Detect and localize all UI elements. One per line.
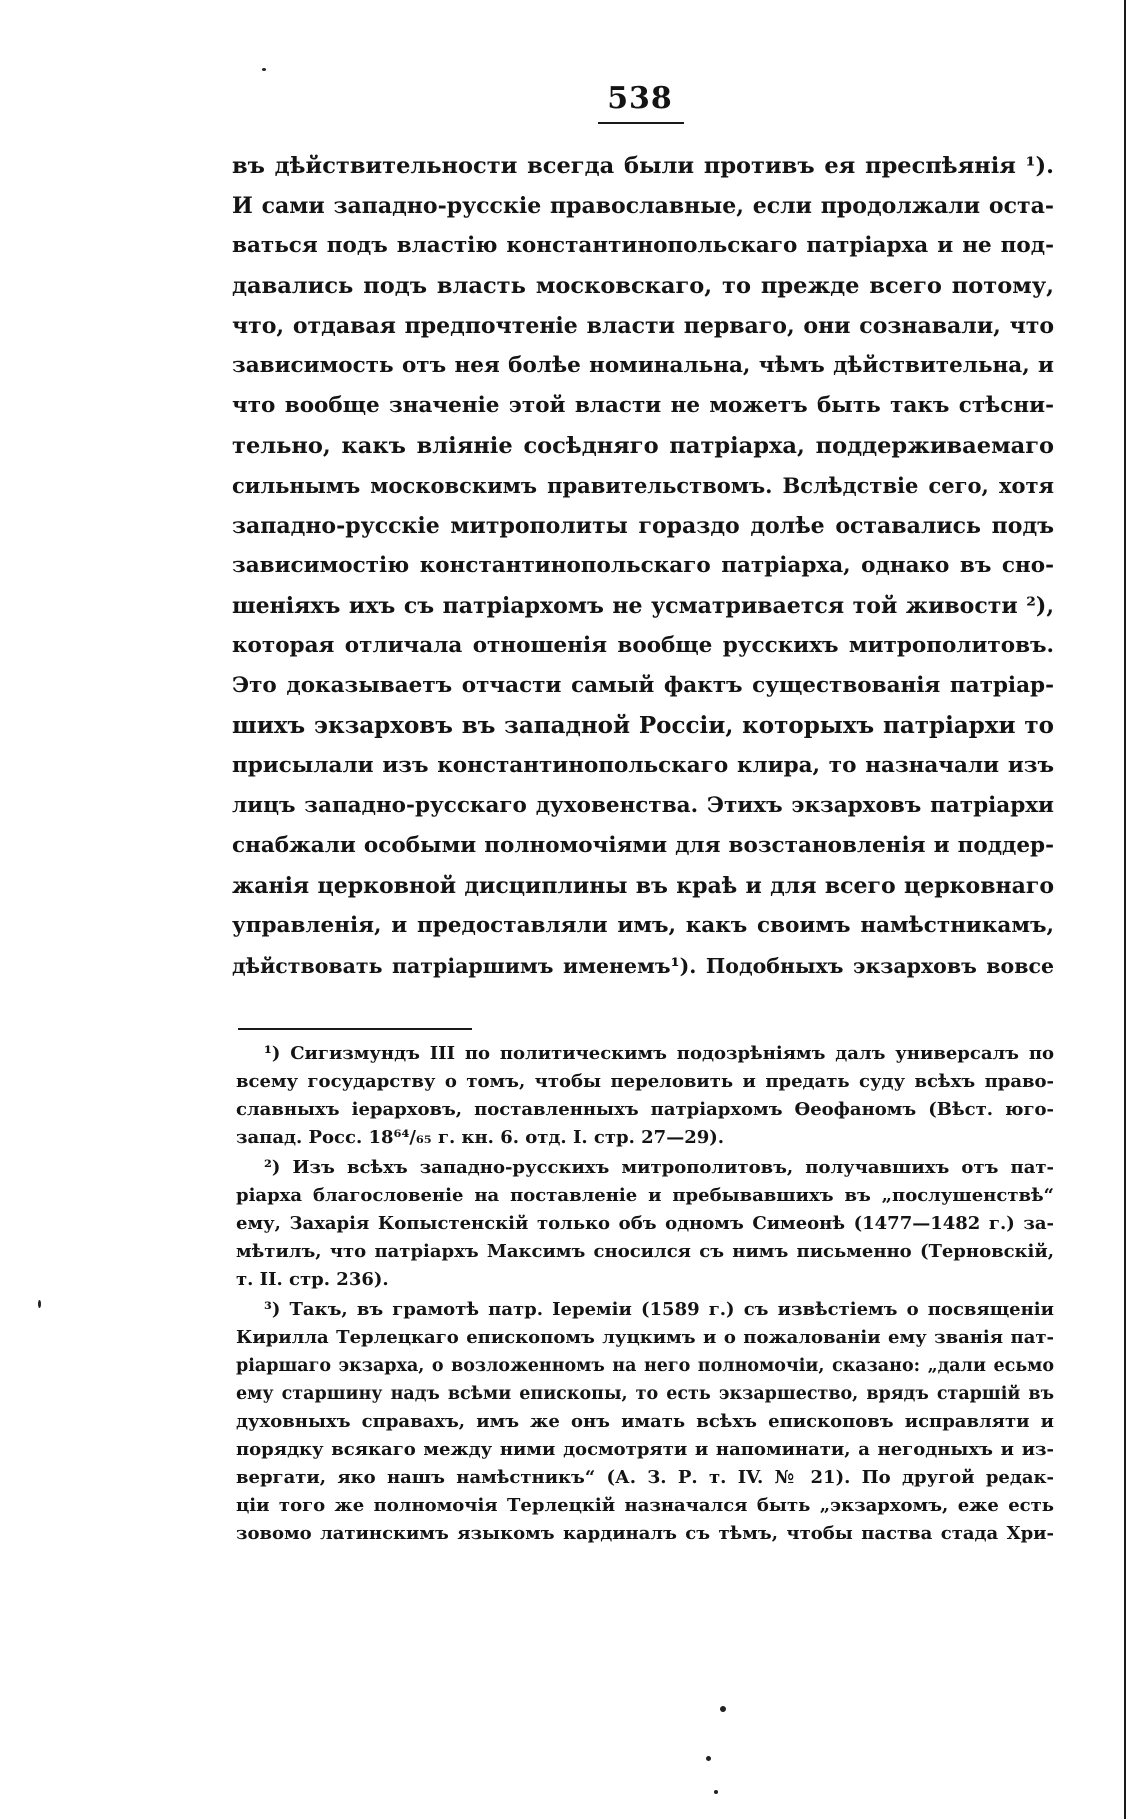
body-line: тельно, какъ вліяніе сосѣдняго патріарха, поддерживаемаго xyxy=(232,433,1054,459)
footnote-line: ріаршаго экзарха, о возложенномъ на него полномочіи, сказано: „дали есьмо xyxy=(236,1356,1054,1376)
scan-speck xyxy=(262,68,266,71)
body-line: управленія, и предоставляли имъ, какъ своимъ намѣстникамъ, xyxy=(232,913,1054,938)
body-line: присылали изъ константинопольскаго клира, то назначали изъ xyxy=(232,753,1054,778)
footnote-separator xyxy=(238,1028,472,1030)
page-number: 538 xyxy=(607,81,673,116)
body-line: въ дѣйствительности всегда были противъ ея преспѣянія ¹). xyxy=(232,153,1054,179)
body-line: давались подъ власть московскаго, то прежде всего потому, xyxy=(232,273,1054,299)
scan-speck xyxy=(38,1300,41,1308)
footnote-3 xyxy=(236,1296,1054,1548)
body-line: шеніяхъ ихъ съ патріархомъ не усматривается той живости ²), xyxy=(232,593,1054,619)
body-line: Это доказываетъ отчасти самый фактъ существованія патріар- xyxy=(232,673,1054,698)
footnote-line: славныхъ іерарховъ, поставленныхъ патріархомъ Ѳеофаномъ (Вѣст. юго- xyxy=(236,1099,1054,1120)
footnote-line: ²) Изъ всѣхъ западно-русскихъ митрополитовъ, получавшихъ отъ пат- xyxy=(264,1157,1054,1178)
footnote-line: ему старшину надъ всѣми епископы, то есть экзаршество, врядъ старшій въ xyxy=(236,1384,1054,1404)
footnote-line: Кирилла Терлецкаго епископомъ луцкимъ и о пожалованіи ему званія пат- xyxy=(236,1327,1054,1348)
body-line: шихъ экзарховъ въ западной Россіи, которыхъ патріархи то xyxy=(232,712,1054,739)
body-line: лицъ западно-русскаго духовенства. Этихъ экзарховъ патріархи xyxy=(232,793,1054,818)
footnote-line: порядку всякаго между ними досмотряти и напоминати, а негодныхъ и из- xyxy=(236,1439,1054,1460)
scan-speck xyxy=(714,1790,718,1794)
footnote-line: ему, Захарія Копыстенскій только объ одномъ Симеонѣ (1477—1482 г.) за- xyxy=(236,1213,1054,1234)
scan-speck xyxy=(720,1706,726,1712)
body-line: жанія церковной дисциплины въ краѣ и для всего церковнаго xyxy=(232,873,1054,899)
footnote-line: ¹) Сигизмундъ III по политическимъ подозрѣніямъ далъ универсалъ по xyxy=(264,1043,1054,1064)
body-line: снабжали особыми полномочіями для возстановленія и поддер- xyxy=(232,833,1054,858)
footnote-line: зовомо латинскимъ языкомъ кардиналъ съ тѣмъ, чтобы паства стада Хри- xyxy=(236,1523,1054,1544)
body-line: зависимостію константинопольскаго патріарха, однако въ сно- xyxy=(232,553,1054,578)
footnote-line: запад. Росс. 18⁶⁴/₆₅ г. кн. 6. отд. I. стр. 27—29). xyxy=(236,1127,725,1148)
body-line: западно-русскіе митрополиты гораздо долѣе оставались подъ xyxy=(232,513,1054,539)
footnote-line: ціи того же полномочія Терлецкій назначался быть „экзархомъ, еже есть xyxy=(236,1495,1054,1516)
body-line: что, отдавая предпочтеніе власти перваго, они сознавали, что xyxy=(232,313,1054,339)
body-line: что вообще значеніе этой власти не можетъ быть такъ стѣсни- xyxy=(232,393,1054,418)
body-line: И сами западно-русскіе православные, если продолжали оста- xyxy=(232,193,1054,219)
page-edge-line xyxy=(1124,0,1126,1819)
footnote-line: мѣтилъ, что патріархъ Максимъ сносился съ нимъ письменно (Терновскій, xyxy=(236,1241,1054,1262)
body-text xyxy=(232,146,1054,986)
footnote-line: вергати, яко нашъ намѣстникъ“ (А. З. Р. т. IV. № 21). По другой редак- xyxy=(236,1467,1054,1488)
footnote-2 xyxy=(236,1154,1054,1294)
footnote-1 xyxy=(236,1040,1054,1152)
footnote-line: т. II. стр. 236). xyxy=(236,1269,389,1290)
page-number-underline xyxy=(598,122,684,124)
footnote-line: ріарха благословеніе на поставленіе и пребывавшихъ въ „послушенствѣ“ xyxy=(236,1185,1054,1206)
footnote-line: духовныхъ справахъ, имъ же онъ имать всѣхъ епископовъ исправляти и xyxy=(236,1411,1054,1432)
body-line: ваться подъ властію константинопольскаго патріарха и не под- xyxy=(232,233,1054,258)
footnote-line: всему государству о томъ, чтобы переловить и предать суду всѣхъ право- xyxy=(236,1071,1054,1092)
footnote-line: ³) Такъ, въ грамотѣ патр. Іереміи (1589 г.) съ извѣстіемъ о посвященіи xyxy=(264,1299,1054,1320)
scan-speck xyxy=(706,1756,711,1761)
body-line: сильнымъ московскимъ правительствомъ. Вслѣдствіе сего, хотя xyxy=(232,473,1054,498)
body-line: которая отличала отношенія вообще русскихъ митрополитовъ. xyxy=(232,633,1054,658)
footnotes xyxy=(236,1040,1054,1550)
body-line: дѣйствовать патріаршимъ именемъ¹). Подобныхъ экзарховъ вовсе xyxy=(232,954,1054,978)
body-line: зависимость отъ нея болѣе номинальна, чѣмъ дѣйствительна, и xyxy=(232,353,1054,378)
